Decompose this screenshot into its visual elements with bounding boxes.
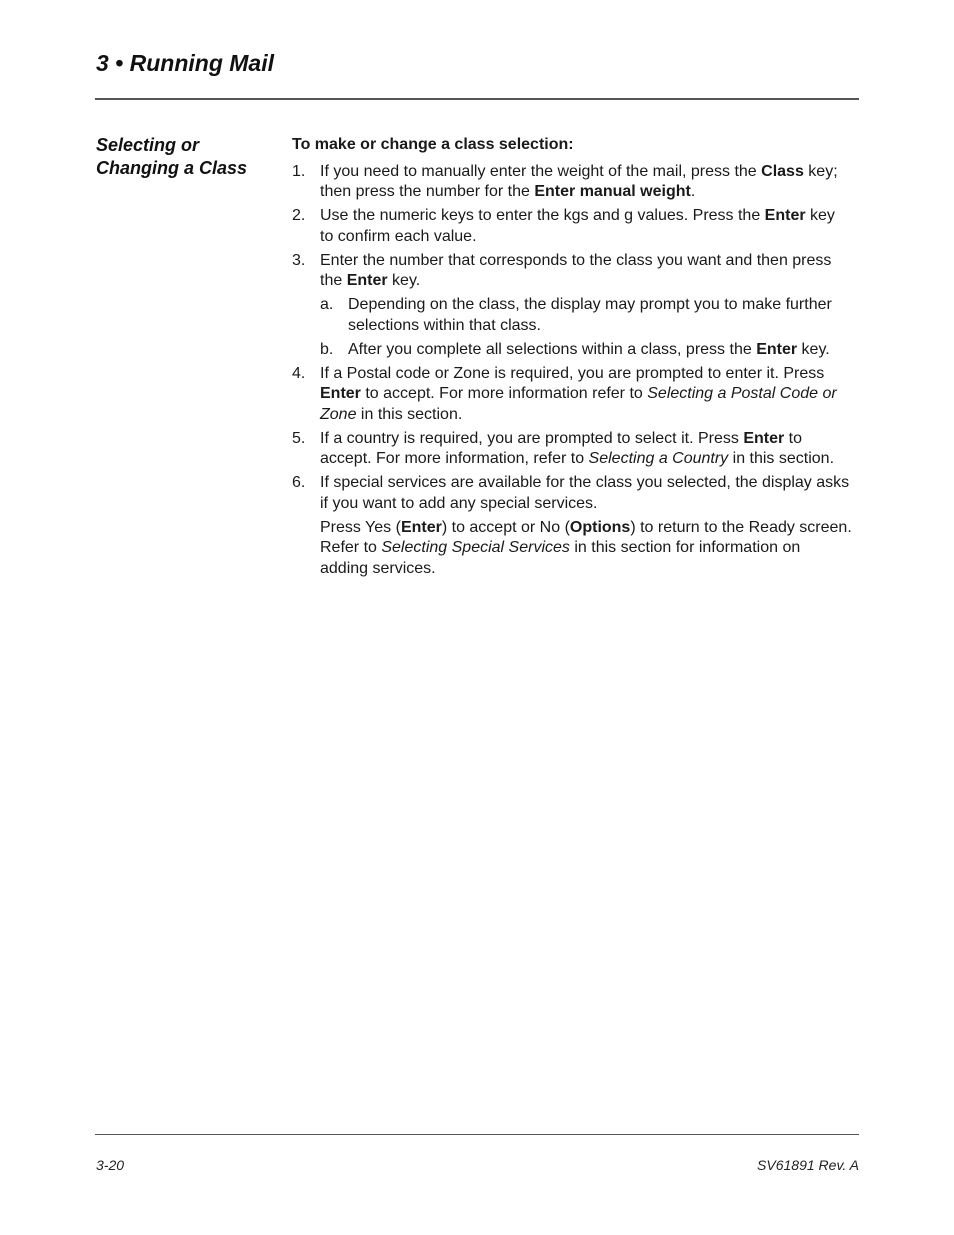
step-number: 1. — [292, 162, 306, 180]
instruction-text: key. — [387, 272, 421, 289]
key-name-text: Enter — [346, 272, 388, 289]
key-name-text: Options — [569, 518, 631, 536]
cross-reference-text: Selecting Special Services — [381, 539, 570, 556]
procedure-step — [292, 162, 852, 203]
procedure-content — [292, 135, 852, 583]
instruction-text: in this section. — [356, 405, 463, 423]
key-name-text: Enter — [320, 385, 361, 402]
footer-divider — [95, 1134, 859, 1135]
procedure-substep — [320, 340, 852, 361]
instruction-text: If special services are available for the class you selected, the display asks if you want to add any special services. — [320, 474, 850, 512]
cross-reference-text: Selecting a Country — [588, 450, 729, 467]
substep-letter: b. — [320, 340, 334, 358]
procedure-step — [292, 206, 852, 247]
instruction-text: If you need to manually enter the weight of the mail, press the — [320, 162, 762, 180]
instruction-text: in this section. — [728, 450, 835, 467]
page-number: 3-20 — [96, 1157, 125, 1173]
procedure-step — [292, 364, 852, 426]
step-number: 4. — [292, 364, 306, 382]
instruction-text: Depending on the class, the display may prompt you to make further selections within that class. — [348, 296, 832, 334]
step-followup-paragraph — [320, 518, 852, 580]
procedure-step — [292, 473, 852, 579]
procedure-steps — [292, 162, 852, 580]
step-number: 2. — [292, 207, 306, 224]
instruction-text: to accept. For more information, refer to — [320, 429, 803, 467]
key-name-text: Enter — [756, 340, 798, 358]
instruction-text: ) to return to the Ready screen. Refer to — [320, 518, 852, 556]
step-number: 3. — [292, 251, 306, 269]
substep-letter: a. — [320, 296, 334, 313]
key-name-text: Class — [761, 162, 804, 180]
procedure-substeps — [320, 295, 852, 360]
instruction-text: Enter the number that corresponds to the class you want and then press the — [320, 251, 832, 289]
key-name-text: Enter — [743, 429, 785, 447]
procedure-step — [292, 429, 852, 470]
procedure-substep — [320, 295, 852, 336]
procedure-step — [292, 251, 852, 361]
instruction-text: Press Yes ( — [320, 518, 401, 536]
instruction-text: key to confirm each value. — [320, 207, 835, 245]
instruction-text: ) to accept or No ( — [441, 518, 570, 536]
key-name-text: Enter — [400, 518, 442, 536]
key-name-text: Enter — [764, 207, 806, 224]
section-heading: Selecting or Changing a Class — [96, 135, 248, 178]
step-number: 6. — [292, 474, 306, 491]
instruction-text: If a Postal code or Zone is required, you are prompted to enter it. Press — [320, 364, 825, 382]
instruction-text: to accept. For more information refer to — [360, 385, 648, 402]
procedure-heading: To make or change a class selection: — [292, 136, 574, 153]
key-name-text: Enter manual weight — [534, 183, 691, 200]
instruction-text: key. — [797, 340, 830, 358]
instruction-text: . — [690, 183, 696, 200]
chapter-title: 3 • Running Mail — [96, 50, 274, 76]
step-number: 5. — [292, 429, 306, 447]
cross-reference-text: Selecting a Postal Code or Zone — [320, 385, 837, 423]
instruction-text: key; then press the number for the — [320, 162, 838, 200]
header-divider — [95, 98, 859, 100]
instruction-text: If a country is required, you are prompted to select it. Press — [320, 429, 744, 447]
instruction-text: Use the numeric keys to enter the kgs and g values. Press the — [320, 207, 765, 224]
document-id: SV61891 Rev. A — [757, 1157, 859, 1173]
instruction-text: After you complete all selections within a class, press the — [348, 340, 757, 358]
instruction-text: in this section for information on adding services. — [320, 539, 801, 577]
